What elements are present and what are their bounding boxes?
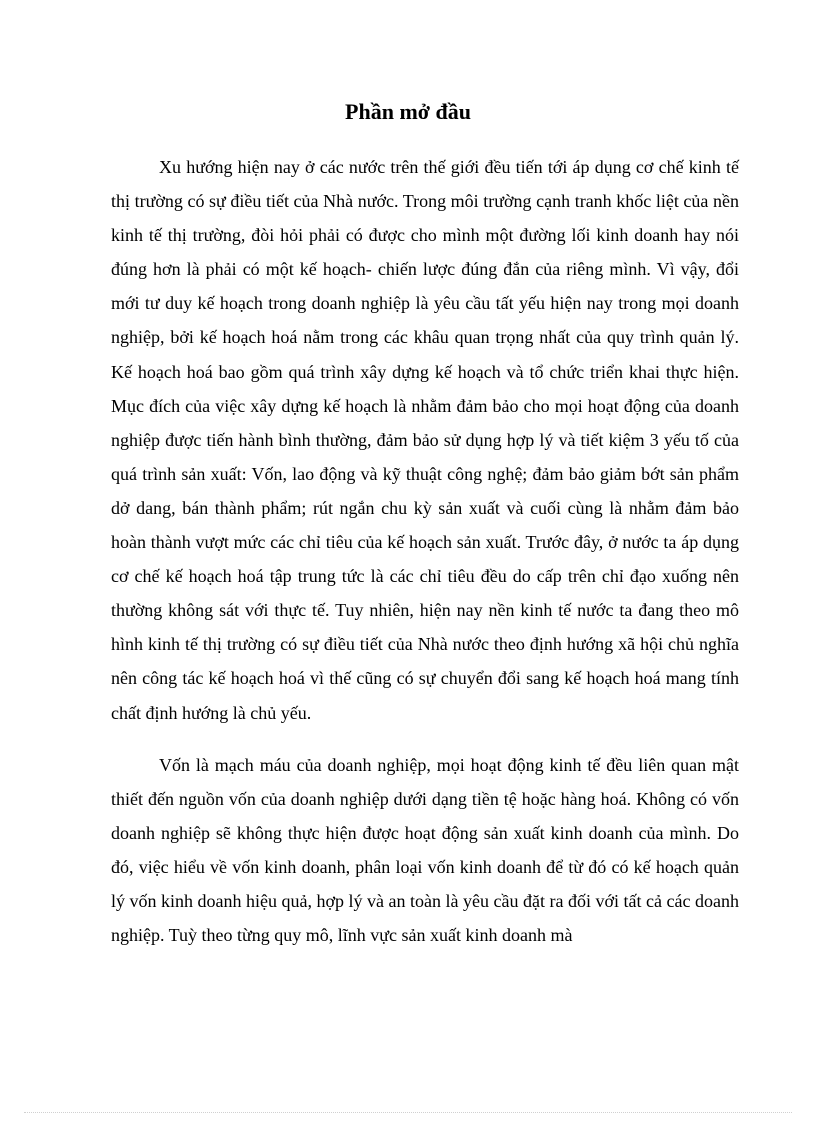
paragraph-2: Vốn là mạch máu của doanh nghiệp, mọi hoạt động kinh tế đều liên quan mật thiết đến nguồn vốn của doanh nghiệp dưới dạng tiền tệ hoặc hàng hoá. Không có vốn doanh nghiệp sẽ không thực hiện được hoạt động sản xuất kinh doanh của mình. Do đó, việc hiểu về vốn kinh doanh, phân loại vốn kinh doanh để từ đó có kế hoạch quản lý vốn kinh doanh hiệu quả, hợp lý và an toàn là yêu cầu đặt ra đối với tất cả các doanh nghiệp. Tuỳ theo từng quy mô, lĩnh vực sản xuất kinh doanh mà (111, 754, 739, 946)
page-title: Phần mở đầu (345, 99, 471, 124)
document-body (111, 150, 739, 952)
page-bottom-divider (24, 1112, 792, 1113)
paragraph-1: Xu hướng hiện nay ở các nước trên thế giới đều tiến tới áp dụng cơ chế kinh tế thị trường có sự điều tiết của Nhà nước. Trong môi trường cạnh tranh khốc liệt của nền kinh tế thị trường, đòi hỏi phải có được cho mình một đường lối kinh doanh hay nói đúng hơn là phải có một kế hoạch- chiến lược đúng đắn của riêng mình. Vì vậy, đổi mới tư duy kế hoạch trong doanh nghiệp là yêu cầu tất yếu hiện nay trong mọi doanh nghiệp, bởi kế hoạch hoá nằm trong các khâu quan trọng nhất của quy trình quản lý. Kế hoạch hoá bao gồm quá trình xây dựng kế hoạch và tổ chức triển khai thực hiện. Mục đích của việc xây dựng kế hoạch là nhằm đảm bảo cho mọi hoạt động của doanh nghiệp được tiến hành bình thường, đảm bảo sử dụng hợp lý và tiết kiệm 3 yếu tố của quá trình sản xuất: Vốn, lao động và kỹ thuật công nghệ; đảm bảo giảm bớt sản phẩm dở dang, bán thành phẩm; rút ngắn chu kỳ sản xuất và cuối cùng là nhằm đảm bảo hoàn thành vượt mức các chỉ tiêu của kế hoạch sản xuất. Trước đây, ở nước ta áp dụng cơ chế kế hoạch hoá tập trung tức là các chỉ tiêu đều do cấp trên chỉ đạo xuống nên thường không sát với thực tế. Tuy nhiên, hiện nay nền kinh tế nước ta đang theo mô hình kinh tế thị trường có sự điều tiết của Nhà nước theo định hướng xã hội chủ nghĩa nên công tác kế hoạch hoá vì thế cũng có sự chuyển đổi sang kế hoạch hoá mang tính chất định hướng là chủ yếu. (111, 157, 739, 723)
